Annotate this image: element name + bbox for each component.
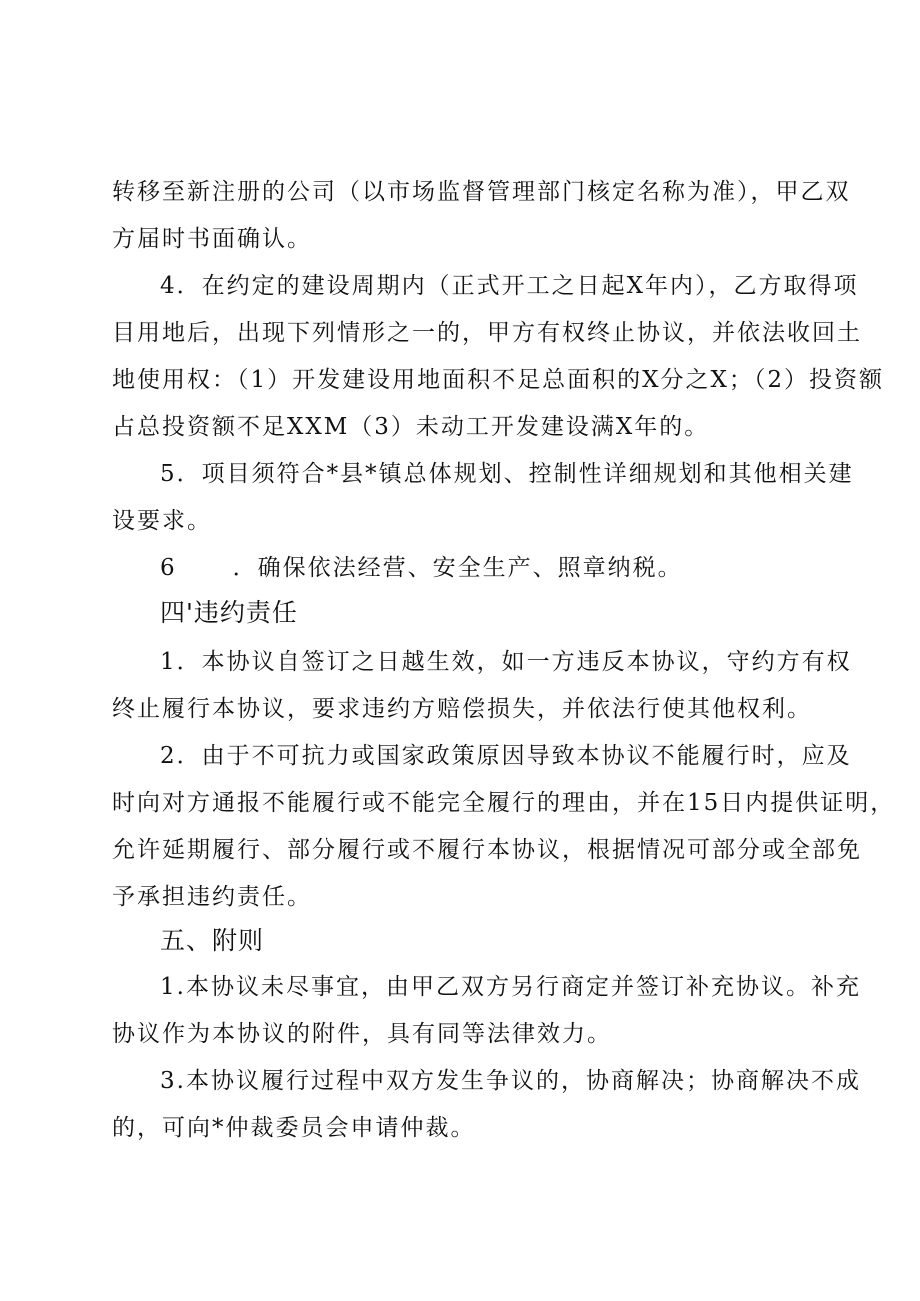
section-heading: 五、附则 (160, 926, 265, 955)
paragraph-line (160, 553, 683, 583)
paragraph-line: 予承担违约责任。 (112, 884, 312, 910)
paragraph-line: 时向对方通报不能履行或不能完全履行的理由，并在15日内提供证明， (112, 790, 896, 816)
paragraph-line: 5．项目须符合*县*镇总体规划、控制性详细规划和其他相关建 (160, 461, 854, 487)
paragraph-line: 1．本协议自签订之日越生效，如一方违反本协议，守约方有权 (160, 649, 852, 675)
paragraph-line: 地使用权：（1）开发建设用地面积不足总面积的X分之X；（2）投资额 (112, 367, 885, 393)
paragraph-line: 3.本协议履行过程中双方发生争议的，协商解决；协商解决不成 (160, 1068, 861, 1094)
paragraph-line: 方届时书面确认。 (112, 226, 312, 252)
paragraph-line: 1.本协议未尽事宜，由甲乙双方另行商定并签订补充协议。补充 (160, 974, 861, 1000)
section-heading: 四'违约责任 (160, 598, 298, 627)
paragraph-line: 设要求。 (112, 508, 212, 534)
item-text: ．确保依法经营、安全生产、照章纳税。 (232, 555, 683, 581)
paragraph-line: 转移至新注册的公司（以市场监督管理部门核定名称为准），甲乙双 (112, 179, 851, 205)
paragraph-line: 2．由于不可抗力或国家政策原因导致本协议不能履行时，应及 (160, 743, 852, 769)
paragraph-line: 目用地后，出现下列情形之一的，甲方有权终止协议，并依法收回土 (112, 320, 862, 346)
paragraph-line: 4．在约定的建设周期内（正式开工之日起X年内），乙方取得项 (160, 273, 859, 299)
paragraph-line: 占总投资额不足XXM（3）未动工开发建设满X年的。 (112, 414, 710, 440)
paragraph-line: 协议作为本协议的附件，具有同等法律效力。 (112, 1021, 612, 1047)
item-number: 6 (160, 555, 177, 581)
paragraph-line: 允许延期履行、部分履行或不履行本协议，根据情况可部分或全部免 (112, 837, 862, 863)
paragraph-line: 的，可向*仲裁委员会申请仲裁。 (112, 1115, 476, 1141)
paragraph-line: 终止履行本协议，要求违约方赔偿损失，并依法行使其他权利。 (112, 696, 812, 722)
